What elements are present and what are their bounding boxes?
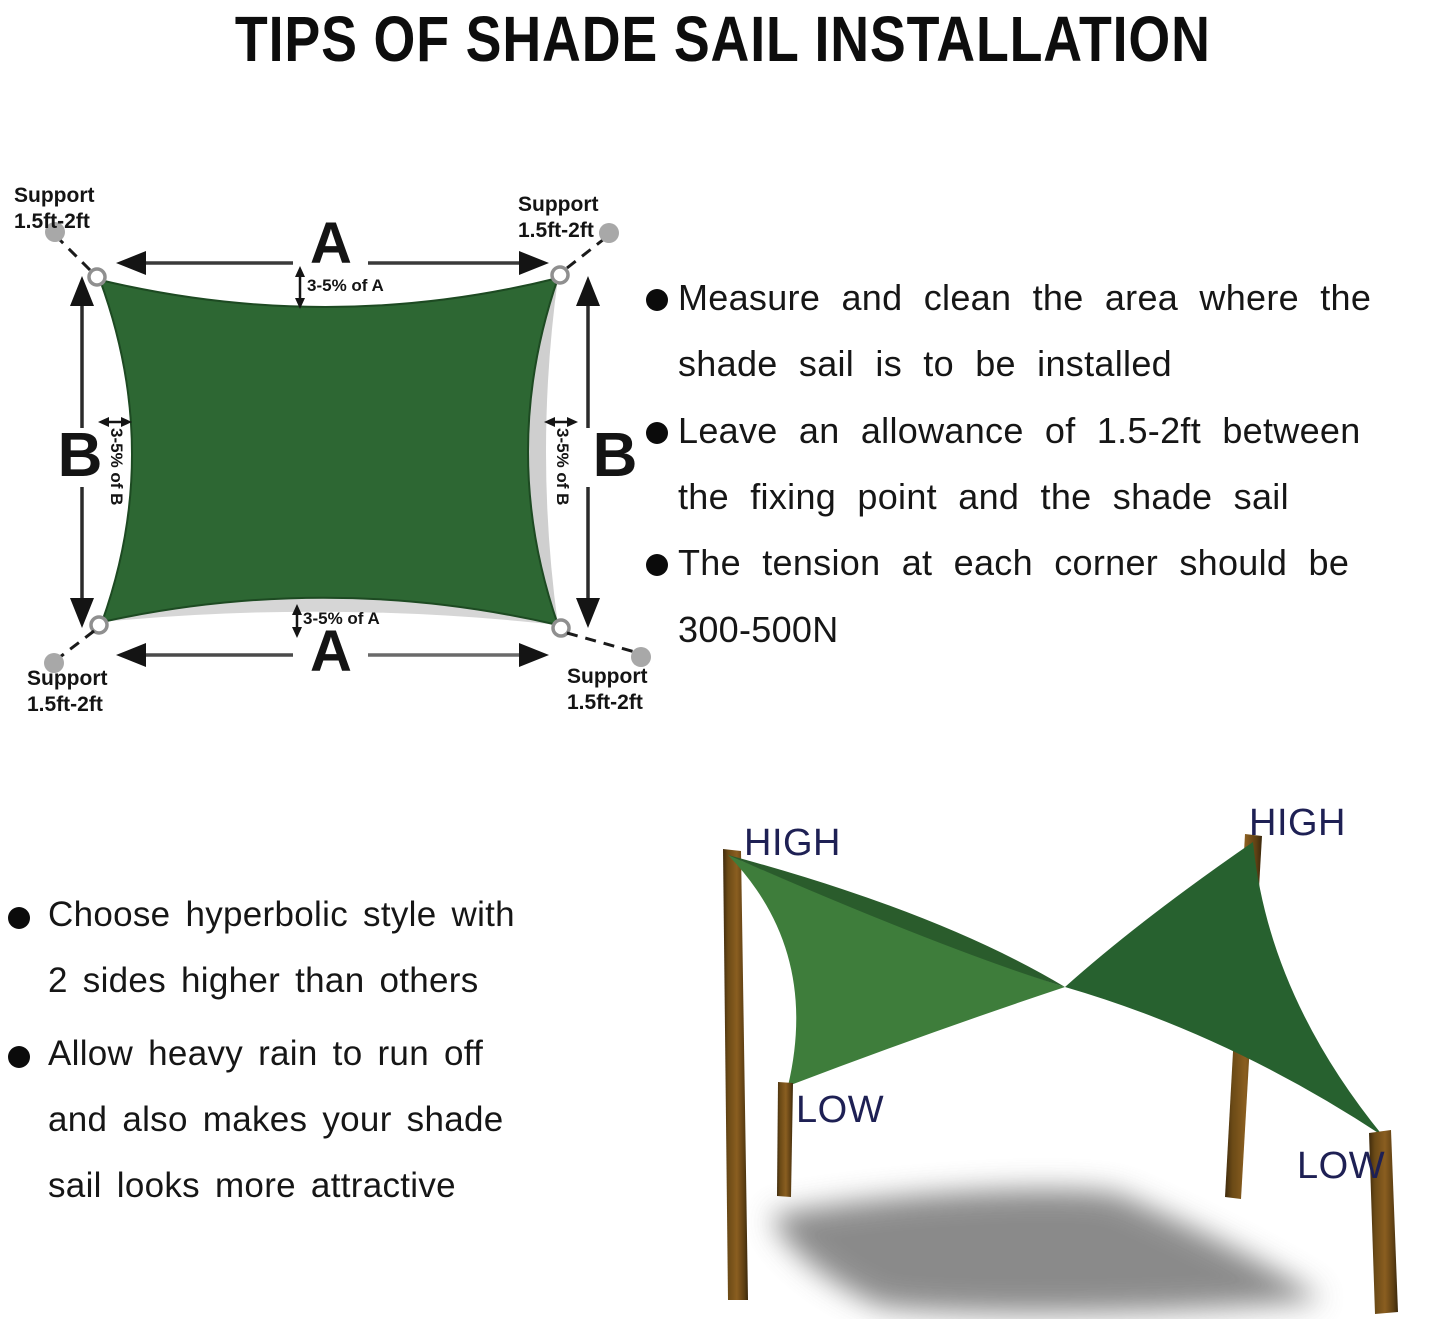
support-label-top-right: [518, 192, 598, 243]
bullet-icon: [8, 1046, 30, 1068]
support-label-top-left: [14, 183, 94, 234]
tip-left-2-line-3: sail looks more attractive: [48, 1166, 456, 1205]
support-label-line2: 1.5ft-2ft: [518, 218, 594, 242]
support-dot-top-right: [599, 223, 619, 243]
grommet-ring-bottom-right: [553, 620, 569, 636]
support-label-line1: Support: [518, 193, 599, 216]
tip-right-3-line-1: The tension at each corner should be: [678, 542, 1350, 583]
bullet-icon: [646, 289, 668, 311]
high-label-left: HIGH: [744, 822, 841, 864]
tip-right-2-line-2: the fixing point and the shade sail: [678, 476, 1289, 517]
page-title: [0, 2, 1445, 76]
support-label-line1: Support: [14, 184, 95, 207]
low-label-left: LOW: [796, 1089, 885, 1131]
support-label-line2: 1.5ft-2ft: [567, 690, 643, 714]
grommet-ring-top-left: [89, 269, 105, 285]
bullet-icon: [646, 422, 668, 444]
sail-3d-light-panel: [728, 855, 1065, 1086]
page-title-text: TIPS OF SHADE SAIL INSTALLATION: [234, 3, 1211, 75]
post-high-left: [723, 849, 748, 1300]
support-label-line1: Support: [27, 667, 108, 690]
support-label-line2: 1.5ft-2ft: [14, 209, 90, 233]
tip-right-3-line-2: 300-500N: [678, 609, 839, 650]
pct-of-b-left-label: 3-5% of B: [107, 428, 126, 506]
ground-shadow: [772, 1189, 1322, 1313]
tip-left-1-line-2: 2 sides higher than others: [48, 961, 479, 1000]
pct-of-b-right-label: 3-5% of B: [553, 428, 572, 506]
tip-left-1-line-1: Choose hyperbolic style with: [48, 895, 515, 934]
post-low-left: [777, 1082, 793, 1197]
support-label-line2: 1.5ft-2ft: [27, 692, 103, 716]
flat-sail-shape: [100, 278, 558, 625]
pct-b-right-arrow: [544, 417, 578, 427]
high-label-right: HIGH: [1249, 802, 1346, 844]
pct-of-a-top-label: 3-5% of A: [307, 276, 384, 295]
tip-left-2-line-2: and also makes your shade: [48, 1100, 504, 1139]
dim-a-top-label: A: [310, 211, 352, 276]
pct-of-a-bottom-label: 3-5% of A: [303, 609, 380, 628]
support-label-line1: Support: [567, 665, 648, 688]
grommet-ring-top-right: [552, 267, 568, 283]
dim-b-right-label: B: [592, 421, 638, 490]
bullet-icon: [8, 907, 30, 929]
tip-left-2-line-1: Allow heavy rain to run off: [48, 1034, 484, 1073]
tip-right-1-line-1: Measure and clean the area where the: [678, 277, 1372, 318]
support-label-bottom-right: [567, 664, 647, 715]
sail-3d-dark-panel: [1065, 842, 1383, 1136]
tip-right-2-line-1: Leave an allowance of 1.5-2ft between: [678, 410, 1361, 451]
tip-right-1-line-2: shade sail is to be installed: [678, 343, 1172, 384]
dim-a-bottom-label: A: [310, 619, 352, 684]
support-label-bottom-left: [27, 666, 107, 717]
low-label-right: LOW: [1297, 1145, 1386, 1187]
bullet-icon: [646, 554, 668, 576]
dim-b-left-label: B: [57, 421, 103, 490]
